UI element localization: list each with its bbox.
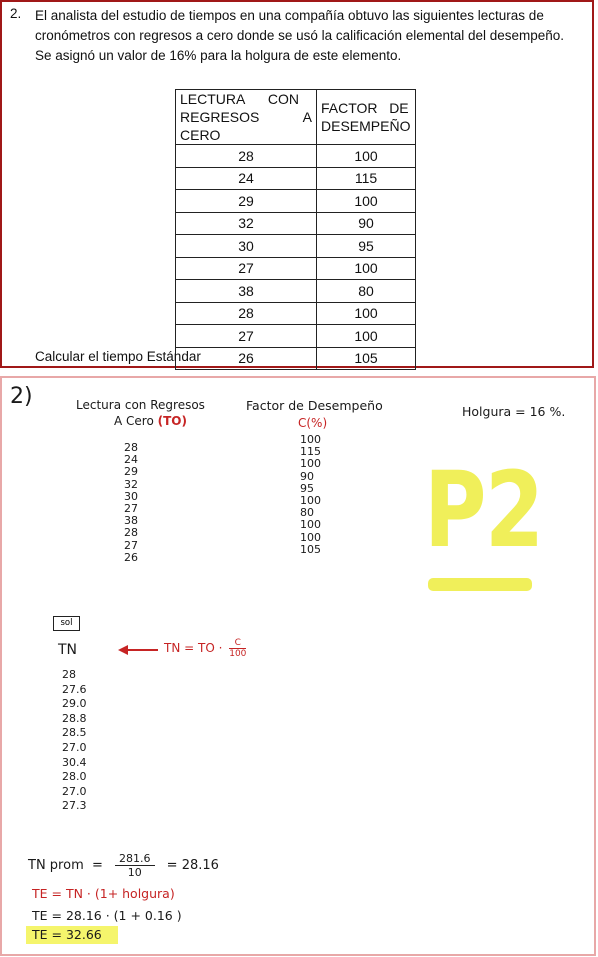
header-factor-line1: FACTOR DE (321, 100, 409, 116)
cell-factor: 100 (317, 325, 416, 348)
table-row (176, 145, 416, 168)
cell-factor: 100 (317, 190, 416, 213)
header-factor-line2: DESEMPEÑO (321, 118, 411, 134)
list-item: 27.0 (62, 784, 87, 798)
table-header-row (176, 90, 416, 145)
list-item: 38 (124, 514, 138, 528)
cell-lectura: 30 (176, 235, 317, 258)
list-item: 30 (124, 489, 138, 503)
tn-average-formula (28, 852, 219, 879)
header-lectura (176, 90, 317, 145)
te-substituted: TE = 28.16 · (1 + 0.16 ) (32, 908, 182, 923)
tn-formula-lhs: TN = TO · (164, 641, 223, 655)
problem-line-2: cronómetros con regresos a cero donde se usó la calificación elemental del desempeño. (35, 28, 565, 43)
te-result: TE = 32.66 (32, 927, 102, 942)
arrow-left-icon (118, 644, 160, 656)
te-formula: TE = TN · (1+ holgura) (32, 886, 175, 901)
highlight-underline (428, 578, 532, 591)
list-item: 28.0 (62, 770, 87, 784)
p2-highlight-stamp: P2 (424, 449, 543, 571)
tnprom-fraction (115, 852, 155, 879)
list-item: 27.0 (62, 740, 87, 754)
cell-factor: 100 (317, 145, 416, 168)
cell-lectura: 27 (176, 257, 317, 280)
cell-factor: 100 (317, 257, 416, 280)
list-item: 28.5 (62, 726, 87, 740)
col2-subtitle: C(%) (298, 416, 328, 430)
tnprom-lhs: TN prom = (28, 858, 103, 873)
cell-factor: 105 (317, 347, 416, 370)
list-item: 115 (300, 445, 321, 459)
list-item: 28 (62, 668, 76, 681)
solution-number: 2) (10, 384, 33, 409)
table-row (176, 280, 416, 303)
list-item: 90 (300, 469, 314, 483)
readings-table (175, 89, 416, 370)
cell-lectura: 38 (176, 280, 317, 303)
list-item: 29 (124, 465, 138, 479)
list-item: 24 (124, 453, 138, 467)
holgura-note: Holgura = 16 %. (462, 404, 566, 419)
tnprom-numerator: 281.6 (115, 852, 155, 866)
list-item: 95 (300, 481, 314, 495)
cell-lectura: 24 (176, 167, 317, 190)
list-item: 26 (124, 550, 138, 564)
col1-subtitle: A Cero (114, 414, 154, 428)
tn-formula (164, 638, 246, 659)
problem-question: Calcular el tiempo Estándar (35, 349, 201, 364)
list-item: 100 (300, 457, 321, 471)
list-item: 32 (124, 477, 138, 491)
list-item: 28.8 (62, 711, 87, 725)
tnprom-denominator: 10 (127, 866, 142, 879)
problem-line-1: El analista del estudio de tiempos en una compañía obtuvo las siguientes lecturas de (35, 8, 544, 23)
col2-title: Factor de Desempeño (246, 398, 383, 413)
list-item: 28 (124, 526, 138, 540)
tnprom-rhs: = 28.16 (166, 858, 219, 873)
problem-number: 2. (10, 6, 22, 21)
sol-label-box: sol (53, 616, 80, 631)
list-item: 100 (300, 530, 321, 544)
problem-statement (0, 0, 594, 368)
c-values-list (300, 434, 321, 556)
list-item: 100 (300, 518, 321, 532)
list-item: 100 (300, 433, 321, 446)
table-row (176, 257, 416, 280)
list-item: 27.6 (62, 682, 87, 696)
table-row (176, 190, 416, 213)
tn-formula-numerator: C (229, 638, 246, 649)
cell-lectura: 32 (176, 212, 317, 235)
list-item: 27 (124, 501, 138, 515)
cell-factor: 90 (317, 212, 416, 235)
cell-factor: 115 (317, 167, 416, 190)
table-row (176, 167, 416, 190)
cell-lectura: 29 (176, 190, 317, 213)
table-row (176, 212, 416, 235)
cell-factor: 80 (317, 280, 416, 303)
tn-heading: TN (58, 642, 78, 658)
list-item: 105 (300, 542, 321, 556)
problem-line-3: Se asignó un valor de 16% para la holgura de este elemento. (35, 48, 402, 63)
header-lectura-line2: REGRESOS A CERO (180, 109, 312, 143)
col1-title: Lectura con Regresos (76, 398, 205, 412)
table-row (176, 302, 416, 325)
table-row (176, 347, 416, 370)
header-factor (317, 90, 416, 145)
tn-values-list (62, 668, 87, 814)
cell-factor: 100 (317, 302, 416, 325)
col1-subtitle-wrap (114, 414, 187, 428)
handwritten-solution (0, 376, 596, 956)
list-item: 100 (300, 493, 321, 507)
list-item: 30.4 (62, 755, 87, 769)
tn-formula-fraction (229, 638, 246, 659)
list-item: 27.3 (62, 799, 87, 813)
list-item: 29.0 (62, 697, 87, 711)
cell-factor: 95 (317, 235, 416, 258)
problem-text (35, 6, 595, 66)
list-item: 28 (124, 441, 138, 454)
list-item: 27 (124, 538, 138, 552)
header-lectura-line1: LECTURA CON (180, 91, 300, 107)
table-row (176, 325, 416, 348)
cell-lectura: 27 (176, 325, 317, 348)
tn-formula-denominator: 100 (229, 649, 247, 659)
col1-tag: (TO) (157, 414, 187, 428)
table-row (176, 235, 416, 258)
list-item: 80 (300, 506, 314, 520)
to-values-list (124, 442, 138, 564)
cell-lectura: 28 (176, 302, 317, 325)
cell-lectura: 28 (176, 145, 317, 168)
cell-lectura: 26 (176, 347, 317, 370)
